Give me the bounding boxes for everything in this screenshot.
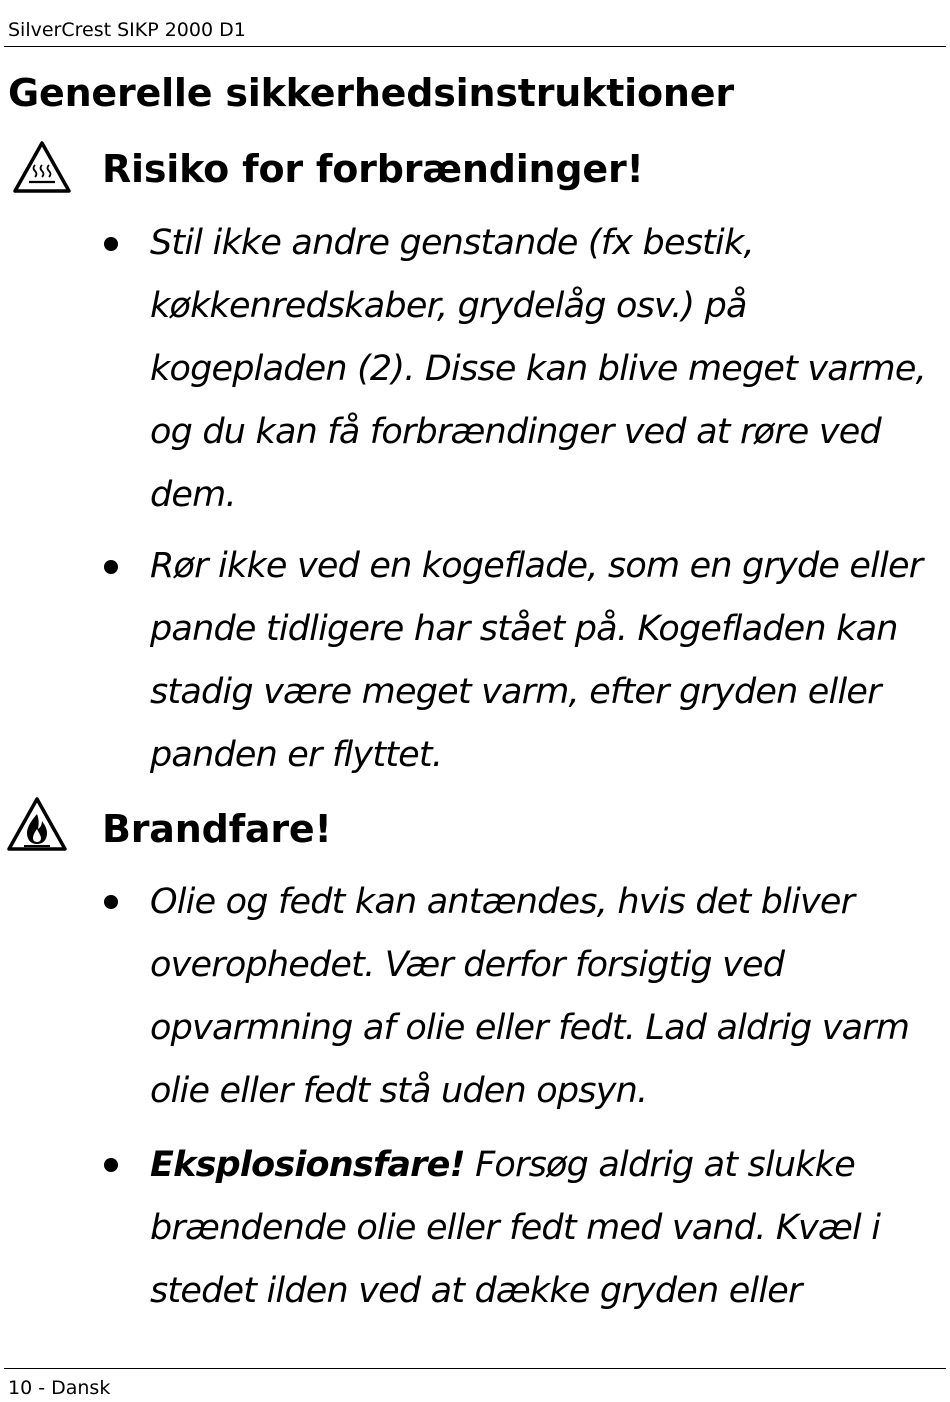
page-number: 10 - Dansk [8,1377,111,1399]
bullet [104,237,118,251]
section-heading-fire-hazard: Brandfare! [102,807,332,851]
list-item [150,1134,940,1323]
explosion-hazard-label: Eksplosionsfare! [150,1145,465,1185]
page-title: Generelle sikkerhedsinstruktioner [8,71,734,115]
running-header: SilverCrest SIKP 2000 D1 [8,19,246,41]
section-heading-burn-risk: Risiko for forbrændinger! [102,147,644,191]
hot-surface-warning-icon [12,140,72,194]
bullet [104,895,118,909]
footer-rule [4,1368,946,1369]
list-item-text: Forsøg aldrig at slukke brændende olie eller fedt med vand. Kvæl i stedet ilden ved at dække gryden eller [150,1145,881,1311]
list-item: Rør ikke ved en kogeflade, som en gryde eller pande tidligere har stået på. Kogefladen kan stadig være meget varm, efter gryden eller panden er flyttet. [150,546,923,775]
bullet [104,560,118,574]
list-item: Stil ikke andre genstande (fx bestik, køkkenredskaber, grydelåg osv.) på kogepladen (2). Disse kan blive meget varme, og du kan få forbrændinger ved at røre ved dem. [150,223,926,515]
header-rule [4,46,946,47]
list-item: Olie og fedt kan antændes, hvis det bliver overophedet. Vær derfor forsigtig ved opvarmning af olie eller fedt. Lad aldrig varm olie eller fedt stå uden opsyn. [150,882,910,1111]
fire-warning-icon [6,796,68,852]
bullet [104,1158,118,1172]
